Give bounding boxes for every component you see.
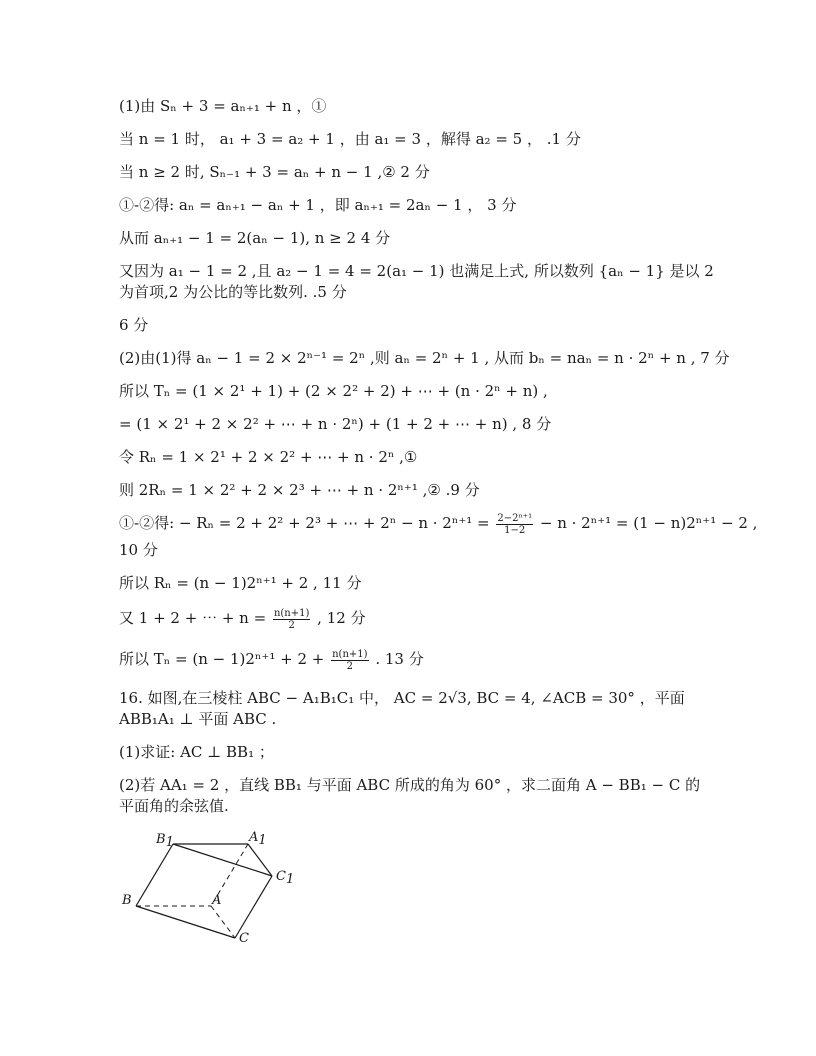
sol-line-1: (1)由 Sₙ + 3 = aₙ₊₁ + n ，① — [119, 97, 327, 115]
sol-line-13 — [119, 512, 757, 536]
sol-line-6a: 又因为 a₁ − 1 = 2 ,且 a₂ − 1 = 4 = 2(a₁ − 1) 也满足上式, 所以数列 {aₙ − 1} 是以 2 — [119, 262, 714, 280]
sol-13-pre: ①-②得: − Rₙ = 2 + 2² + 2³ + ⋯ + 2ⁿ − n · 2ⁿ⁺¹ = — [119, 514, 490, 532]
sol-15-post: , 12 分 — [317, 609, 366, 627]
edge-a1c1 — [248, 844, 272, 876]
sol-15-fraction — [273, 608, 310, 631]
edge-b1c1 — [173, 844, 272, 876]
sol-13-fraction — [496, 513, 533, 536]
sol-line-6b: 为首项,2 为公比的等比数列. .5 分 — [119, 283, 347, 301]
sol-16-pre: 所以 Tₙ = (n − 1)2ⁿ⁺¹ + 2 + — [119, 650, 325, 668]
sol-16-numerator: n(n+1) — [332, 648, 368, 660]
sol-13-post: − n · 2ⁿ⁺¹ = (1 − n)2ⁿ⁺¹ − 2 , — [539, 514, 758, 532]
sol-16-denominator: 2 — [346, 660, 354, 672]
label-c1: C1 — [276, 869, 295, 887]
label-b: B — [122, 893, 132, 908]
sol-line-11: 令 Rₙ = 1 × 2¹ + 2 × 2² + ⋯ + n · 2ⁿ ,① — [119, 448, 418, 466]
sol-line-16 — [119, 648, 424, 672]
sol-line-12: 则 2Rₙ = 1 × 2² + 2 × 2³ + ⋯ + n · 2ⁿ⁺¹ ,② .9 分 — [119, 481, 480, 499]
label-a1: A1 — [249, 830, 267, 848]
sol-line-5: 从而 aₙ₊₁ − 1 = 2(aₙ − 1), n ≥ 2 4 分 — [119, 229, 391, 247]
sol-line-4: ①-②得: aₙ = aₙ₊₁ − aₙ + 1 ，即 aₙ₊₁ = 2aₙ − 1 ， 3 分 — [119, 196, 517, 214]
sol-line-3: 当 n ≥ 2 时, Sₙ₋₁ + 3 = aₙ + n − 1 ,② 2 分 — [119, 163, 430, 181]
problem-16-question-2b: 平面角的余弦值. — [119, 797, 229, 815]
sol-line-2: 当 n = 1 时， a₁ + 3 = a₂ + 1 ，由 a₁ = 3 ，解得 a₂ = 5 ， .1 分 — [119, 130, 581, 148]
sol-line-15 — [119, 607, 366, 631]
label-a: A — [212, 893, 222, 908]
sol-line-14: 所以 Rₙ = (n − 1)2ⁿ⁺¹ + 2 , 11 分 — [119, 574, 362, 592]
sol-line-13b: 10 分 — [119, 541, 158, 559]
problem-16-statement-2: ABB₁A₁ ⊥ 平面 ABC . — [119, 710, 277, 728]
edge-c1c — [235, 876, 272, 938]
sol-16-post: . 13 分 — [375, 650, 424, 668]
label-b1: B1 — [156, 832, 174, 850]
sol-15-denominator: 2 — [288, 619, 295, 631]
edge-bc — [136, 906, 235, 938]
sol-line-7: 6 分 — [119, 316, 149, 334]
problem-16-statement-1: 16. 如图,在三棱柱 ABC − A₁B₁C₁ 中， AC = 2√3, BC = 4, ∠ACB = 30° ，平面 — [119, 689, 685, 707]
problem-16-question-2a: (2)若 AA₁ = 2 ，直线 BB₁ 与平面 ABC 所成的角为 60° ，求二面角 A − BB₁ − C 的 — [119, 776, 701, 794]
edge-b1b — [136, 844, 173, 906]
sol-16-fraction — [331, 649, 368, 672]
sol-13-numerator: 2−2ⁿ⁺¹ — [497, 512, 533, 524]
label-c: C — [239, 931, 249, 946]
sol-line-10: = (1 × 2¹ + 2 × 2² + ⋯ + n · 2ⁿ) + (1 + 2 + ⋯ + n) , 8 分 — [119, 415, 552, 433]
problem-16-question-1: (1)求证: AC ⊥ BB₁ ； — [119, 743, 274, 761]
sol-13-denominator: 1−2 — [504, 524, 526, 536]
sol-15-numerator: n(n+1) — [273, 607, 310, 619]
edge-ac-hidden — [211, 906, 235, 938]
sol-line-9: 所以 Tₙ = (1 × 2¹ + 1) + (2 × 2² + 2) + ⋯ + (n · 2ⁿ + n) , — [119, 382, 548, 400]
sol-line-8: (2)由(1)得 aₙ − 1 = 2 × 2ⁿ⁻¹ = 2ⁿ ,则 aₙ = 2ⁿ + 1 , 从而 bₙ = naₙ = n · 2ⁿ + n , 7 分 — [119, 349, 730, 367]
sol-15-pre: 又 1 + 2 + ⋯ + n = — [119, 609, 267, 627]
prism-figure — [118, 825, 308, 950]
